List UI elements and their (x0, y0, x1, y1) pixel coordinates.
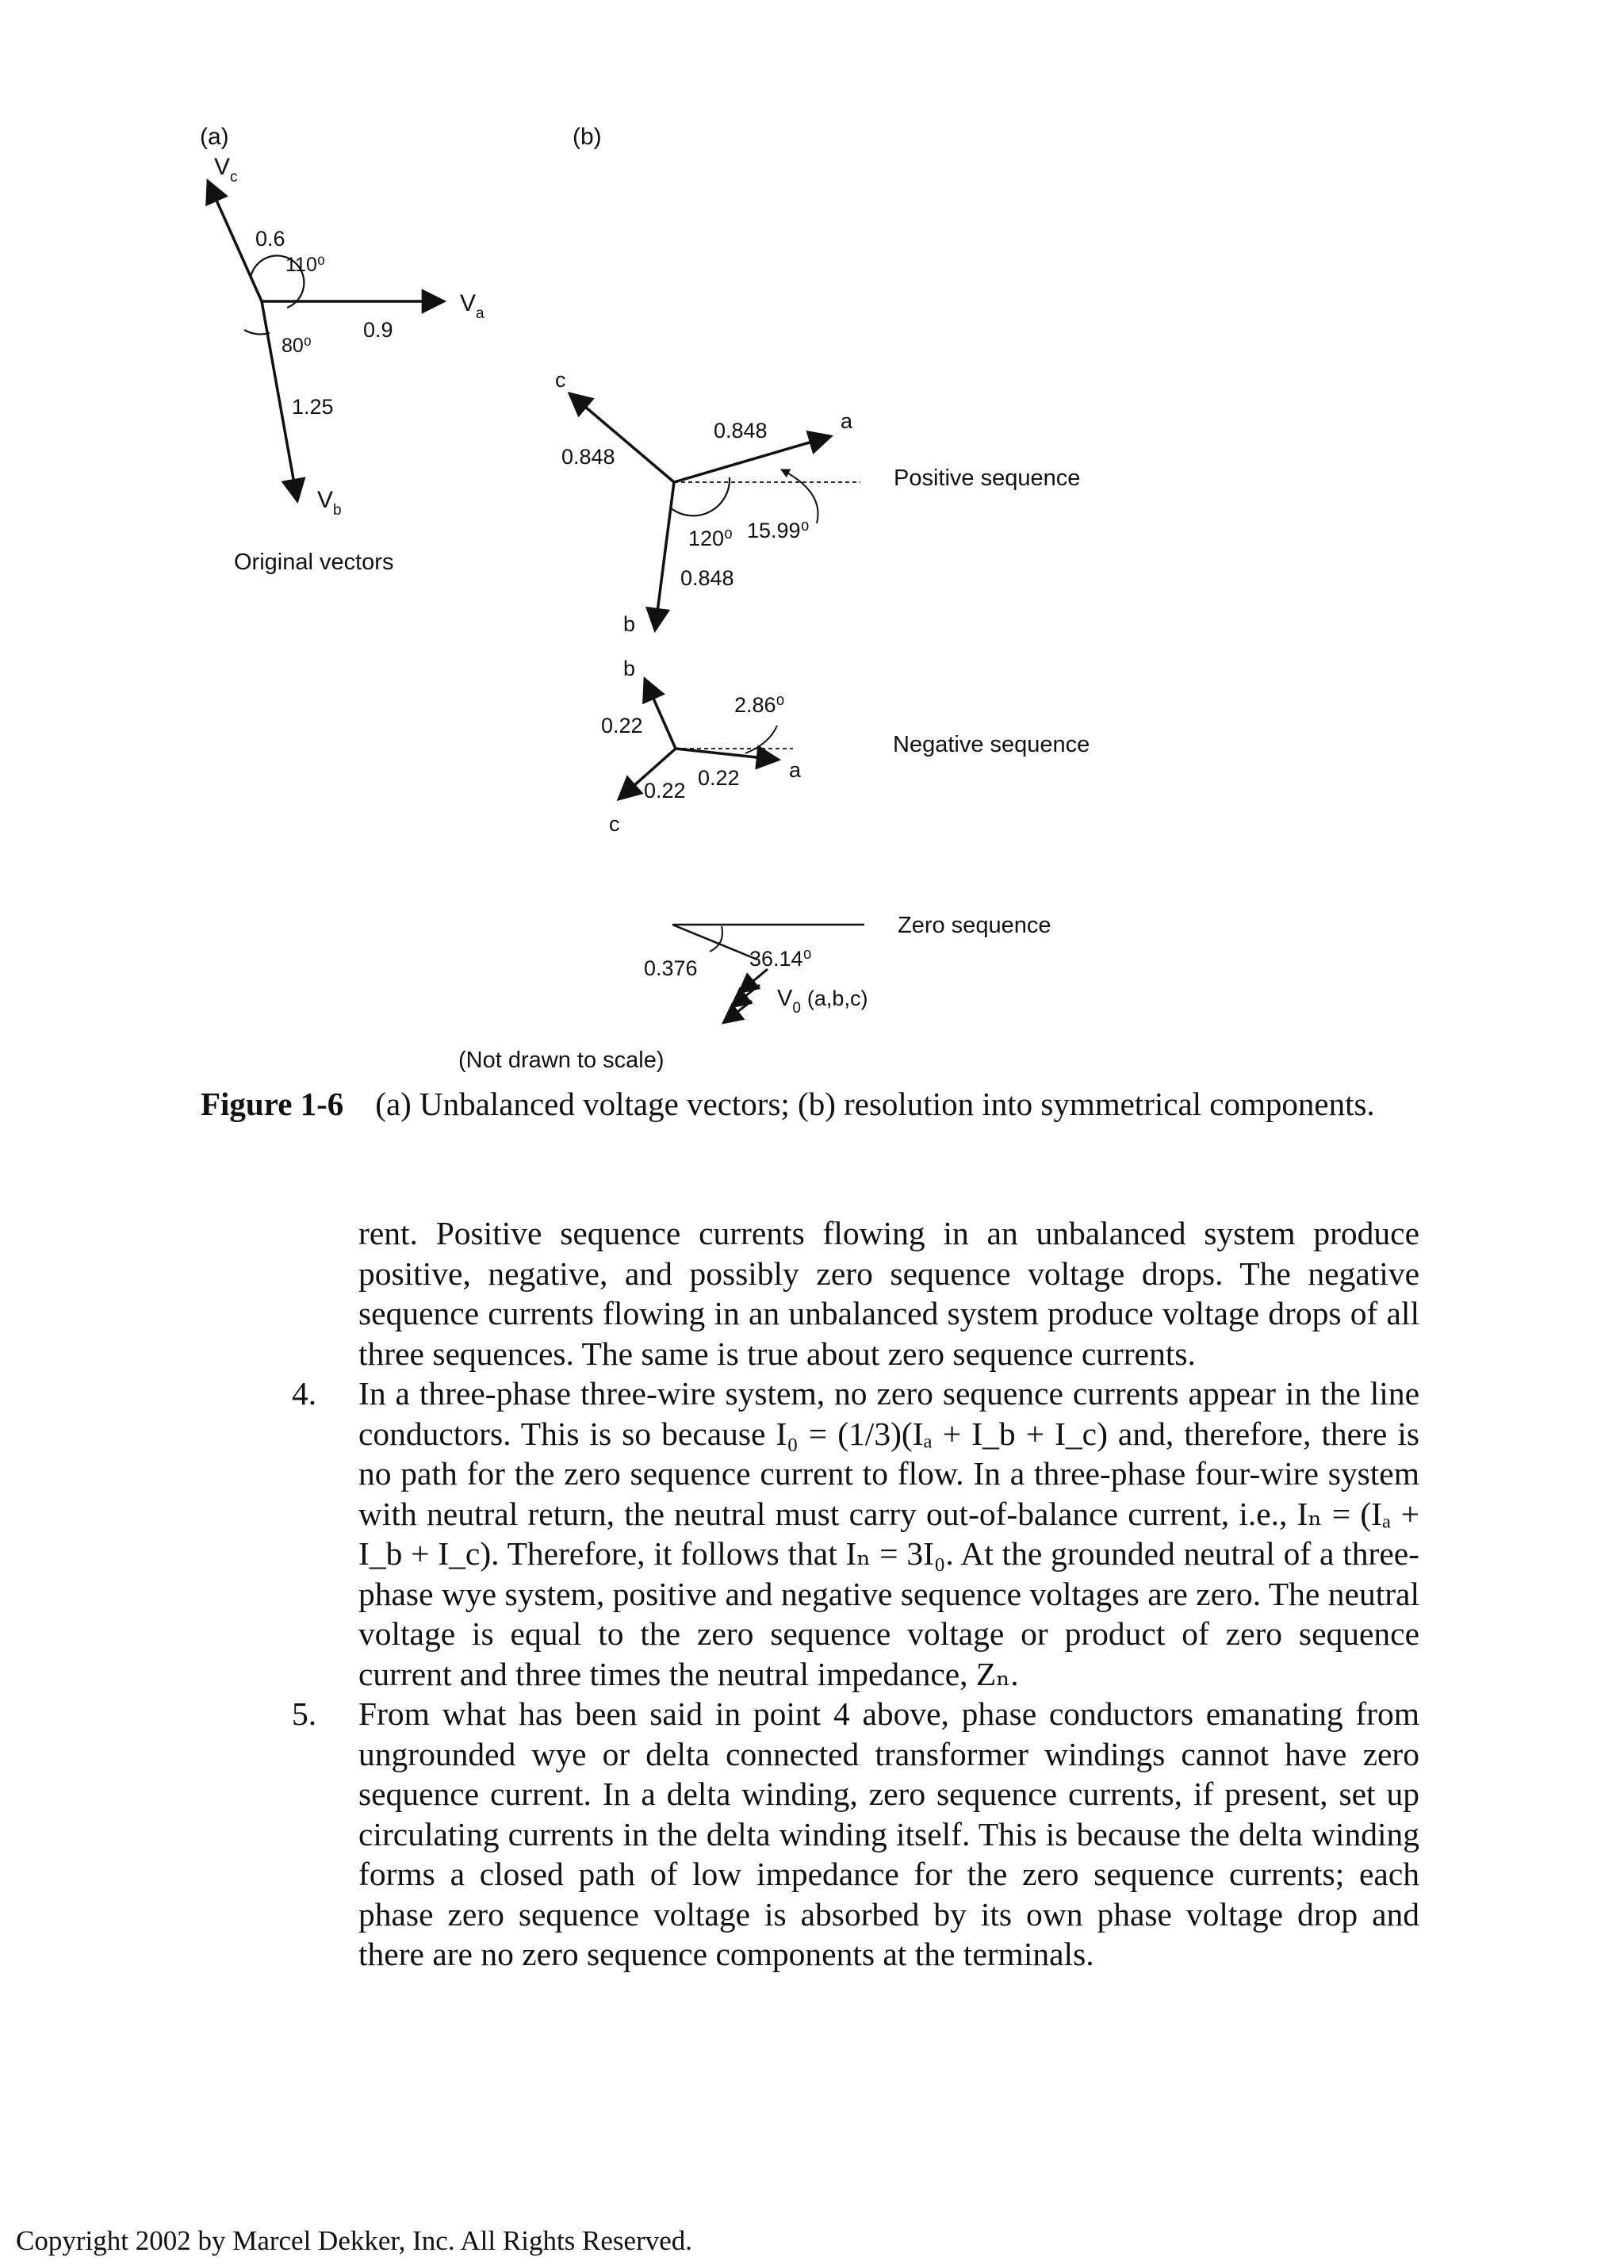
vb-magnitude: 1.25 (292, 395, 334, 419)
negative-vector-a (676, 749, 779, 760)
positive-angle-shift: 15.99⁰ (747, 519, 810, 542)
negative-label-a: a (789, 758, 802, 782)
positive-vector-a (674, 436, 831, 482)
zero-arc (710, 926, 722, 952)
positive-label-b: b (623, 612, 636, 636)
list-number-5: 5. (292, 1695, 317, 1732)
panel-b-label: (b) (573, 124, 602, 150)
positive-mag-b: 0.848 (680, 566, 734, 590)
negative-label-b: b (623, 657, 636, 680)
negative-sequence-diagram (601, 657, 1090, 836)
zero-vector-label: $V_0$ (a,b,c) (777, 986, 868, 1017)
negative-sequence-label: Negative sequence (893, 732, 1090, 757)
zero-sequence-label: Zero sequence (898, 913, 1051, 938)
negative-label-c: c (609, 812, 620, 836)
list-item-5-text: From what has been said in point 4 above, phase conductors emanating from ungrounded wye or delta connected transformer windings cannot have zero sequence current. In a delta winding, zero sequence currents, if present, set up circulating currents in the delta winding itself. This is because the delta winding forms a closed path of low impedance for the zero sequence currents; each phase zero sequence voltage is absorbed by its own phase voltage drop and there are no zero sequence components at the terminals. (358, 1695, 1419, 1972)
list-item-4 (292, 1373, 1419, 1694)
va-label: $V_a$ (460, 290, 485, 322)
list-item-4-text: In a three-phase three-wire system, no zero sequence currents appear in the line conductors. This is so because I₀ = (1/3)(Iₐ + I_b + I_c) and, therefore, there is no path for the zero sequence current to flow. In a three-phase four-wire system with neutral return, the neutral must carry out-of-balance current, i.e., Iₙ = (Iₐ + I_b + I_c). Therefore, it follows that Iₙ = 3I₀. At the grounded neutral of a three-phase wye system, positive and negative sequence voltages are zero. The neutral voltage is equal to the zero sequence voltage or product of zero sequence current and three times the neutral impedance, Zₙ. (358, 1375, 1419, 1692)
vc-label: $V_c$ (214, 154, 238, 186)
angle-80-label: 80⁰ (282, 335, 312, 357)
paragraph-continuation: rent. Positive sequence currents flowing in an unbalanced system produce positive, negative, and possibly zero sequence voltage drops. The negative sequence currents flowing in an unbalanced system produce voltage drops of all three sequences. The same is true about zero sequence currents. (358, 1215, 1419, 1372)
figure-caption (201, 1085, 1624, 1123)
negative-mag-b: 0.22 (601, 714, 643, 737)
vb-label: $V_b$ (317, 487, 342, 519)
positive-angle-120: 120⁰ (688, 527, 733, 550)
list-item-5 (292, 1694, 1419, 1975)
list-number-4: 4. (292, 1375, 317, 1412)
positive-vector-b (655, 482, 674, 630)
positive-mag-c: 0.848 (561, 445, 615, 469)
angle-110-label: 110⁰ (285, 254, 325, 276)
zero-vector-c (723, 1001, 752, 1023)
panel-a (200, 124, 485, 575)
zero-mag: 0.376 (644, 956, 698, 980)
va-magnitude: 0.9 (363, 318, 393, 342)
negative-mag-a: 0.22 (698, 766, 740, 790)
figure-caption-text: (a) Unbalanced voltage vectors; (b) resolution into symmetrical components. (375, 1086, 1375, 1122)
figure-number: Figure 1-6 (201, 1086, 344, 1122)
positive-label-c: c (555, 368, 566, 392)
positive-vector-c (569, 393, 674, 482)
panel-a-label: (a) (200, 124, 229, 150)
original-vectors-caption: Original vectors (234, 550, 394, 575)
copyright-footer: Copyright 2002 by Marcel Dekker, Inc. All Rights Reserved. (16, 2225, 693, 2256)
zero-angle: 36.14⁰ (749, 947, 812, 971)
positive-sequence-label: Positive sequence (894, 465, 1081, 491)
vector-vc (208, 181, 262, 301)
positive-sequence-diagram (555, 368, 1080, 636)
zero-stem (672, 925, 757, 960)
positive-mag-a: 0.848 (714, 419, 768, 442)
negative-angle-shift: 2.86⁰ (734, 693, 785, 717)
body-text (292, 1213, 1419, 1975)
negative-mag-c: 0.22 (644, 779, 686, 803)
zero-sequence-diagram (644, 913, 1051, 1023)
positive-arc-120 (670, 477, 730, 515)
negative-vector-b (645, 679, 676, 749)
figure-1-6 (0, 0, 1624, 1078)
not-to-scale-note: (Not drawn to scale) (458, 1048, 665, 1073)
positive-arc-shift (781, 469, 818, 523)
positive-label-a: a (841, 409, 853, 433)
vc-magnitude: 0.6 (255, 227, 285, 251)
